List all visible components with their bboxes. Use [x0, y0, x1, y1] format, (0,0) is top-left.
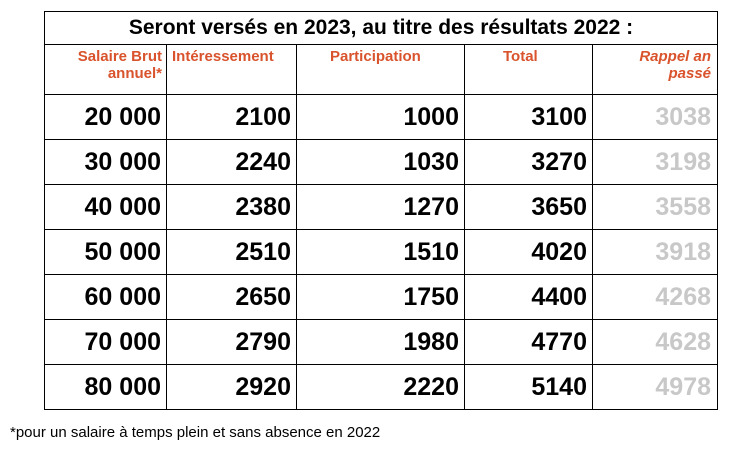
table-row — [45, 140, 718, 185]
header-interessement: Intéressement — [167, 45, 297, 95]
header-row — [45, 45, 718, 95]
cell-participation: 1750 — [297, 275, 465, 320]
footnote: *pour un salaire à temps plein et sans absence en 2022 — [10, 424, 381, 441]
cell-salaire: 30 000 — [45, 140, 167, 185]
cell-rappel: 4978 — [593, 365, 718, 410]
table-row — [45, 275, 718, 320]
header-salaire: Salaire Brut annuel* — [45, 45, 167, 95]
cell-rappel: 3038 — [593, 95, 718, 140]
cell-interessement: 2920 — [167, 365, 297, 410]
header-rappel: Rappel an passé — [593, 45, 718, 95]
cell-total: 3270 — [465, 140, 593, 185]
cell-participation: 2220 — [297, 365, 465, 410]
cell-total: 5140 — [465, 365, 593, 410]
table-row — [45, 95, 718, 140]
cell-interessement: 2240 — [167, 140, 297, 185]
cell-participation: 1270 — [297, 185, 465, 230]
table-row — [45, 185, 718, 230]
table-row — [45, 320, 718, 365]
cell-salaire: 40 000 — [45, 185, 167, 230]
cell-interessement: 2650 — [167, 275, 297, 320]
cell-participation: 1000 — [297, 95, 465, 140]
cell-participation: 1980 — [297, 320, 465, 365]
cell-participation: 1030 — [297, 140, 465, 185]
cell-rappel: 3558 — [593, 185, 718, 230]
cell-total: 3650 — [465, 185, 593, 230]
header-participation: Participation — [297, 45, 465, 95]
table-row — [45, 230, 718, 275]
cell-salaire: 70 000 — [45, 320, 167, 365]
cell-total: 4770 — [465, 320, 593, 365]
cell-rappel: 3918 — [593, 230, 718, 275]
cell-salaire: 50 000 — [45, 230, 167, 275]
results-table — [44, 11, 718, 410]
cell-interessement: 2510 — [167, 230, 297, 275]
cell-interessement: 2380 — [167, 185, 297, 230]
cell-total: 3100 — [465, 95, 593, 140]
cell-total: 4400 — [465, 275, 593, 320]
cell-total: 4020 — [465, 230, 593, 275]
header-total: Total — [465, 45, 593, 95]
cell-salaire: 20 000 — [45, 95, 167, 140]
title-row — [45, 12, 718, 45]
table-title: Seront versés en 2023, au titre des résultats 2022 : — [45, 12, 718, 45]
cell-interessement: 2790 — [167, 320, 297, 365]
cell-salaire: 80 000 — [45, 365, 167, 410]
cell-participation: 1510 — [297, 230, 465, 275]
cell-rappel: 3198 — [593, 140, 718, 185]
cell-salaire: 60 000 — [45, 275, 167, 320]
cell-rappel: 4628 — [593, 320, 718, 365]
cell-rappel: 4268 — [593, 275, 718, 320]
table-row — [45, 365, 718, 410]
cell-interessement: 2100 — [167, 95, 297, 140]
